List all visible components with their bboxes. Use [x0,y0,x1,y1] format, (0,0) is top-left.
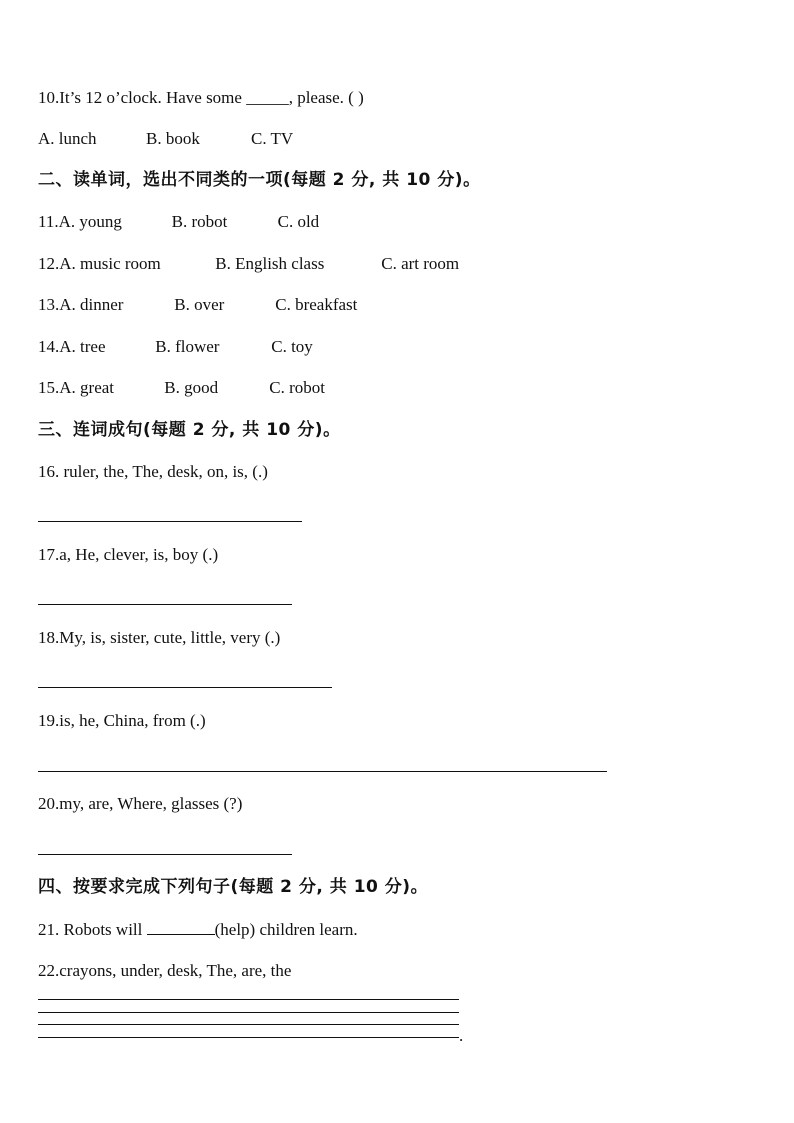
answer-line[interactable] [38,999,459,1000]
option-c[interactable]: C. TV [251,129,294,148]
question-text: a, He, clever, is, boy (.) [59,545,219,564]
answer-line[interactable] [38,1012,459,1013]
question-text: It’s 12 o’clock. Have some [59,88,247,107]
question-19 [38,711,206,731]
option-b[interactable]: B. robot [171,212,228,231]
option-a[interactable]: A. great [59,378,115,397]
question-suffix: , please. ( ) [288,88,364,107]
question-text: My, is, sister, cute, little, very (.) [59,628,281,647]
question-number: 18. [38,628,60,647]
question-text: is, he, China, from (.) [59,711,206,730]
option-b[interactable]: B. flower [155,337,220,356]
option-b[interactable]: B. over [174,295,225,314]
question-12 [38,254,459,274]
question-21 [38,919,358,940]
question-number: 12. [38,254,60,273]
answer-line[interactable] [38,687,332,688]
question-13 [38,295,357,315]
answer-line[interactable] [38,604,292,605]
question-number: 13. [38,295,60,314]
option-b[interactable]: B. good [164,378,219,397]
option-c[interactable]: C. robot [269,378,325,397]
question-text: Robots will [59,920,147,939]
answer-line[interactable] [38,521,302,522]
answer-blank[interactable] [147,919,215,935]
end-mark: . [459,1026,464,1045]
question-10 [38,88,364,108]
option-c[interactable]: C. toy [271,337,313,356]
question-number: 17. [38,545,60,564]
question-text-after: (help) children learn. [214,920,358,939]
answer-line[interactable] [38,1037,459,1038]
question-number: 15. [38,378,60,397]
question-number: 22. [38,961,60,980]
question-text: ruler, the, The, desk, on, is, (.) [59,462,268,481]
option-a[interactable]: A. lunch [38,129,97,148]
question-14 [38,337,313,357]
option-b[interactable]: B. English class [215,254,325,273]
question-number: 14. [38,337,60,356]
question-18 [38,628,280,648]
option-a[interactable]: A. young [58,212,122,231]
question-number: 11. [38,212,59,231]
question-text: my, are, Where, glasses (?) [59,794,243,813]
question-11 [38,212,319,232]
answer-blank[interactable]: _____ [246,88,289,107]
section-2-title: 二、读单词，选出不同类的一项(每题 2 分, 共 10 分)。 [38,170,481,190]
option-b[interactable]: B. book [146,129,200,148]
answer-line[interactable] [38,1024,459,1025]
question-15 [38,378,325,398]
question-number: 19. [38,711,60,730]
question-number: 16. [38,462,60,481]
question-20 [38,794,242,814]
question-17 [38,545,218,565]
option-c[interactable]: C. old [277,212,320,231]
option-c[interactable]: C. breakfast [275,295,358,314]
question-16 [38,462,268,482]
answer-line[interactable] [38,771,607,772]
question-number: 21. [38,920,60,939]
question-22 [38,961,291,981]
section-3-title: 三、连词成句(每题 2 分, 共 10 分)。 [38,420,341,440]
option-a[interactable]: A. dinner [59,295,124,314]
question-10-options [38,129,293,149]
question-number: 20. [38,794,60,813]
answer-line[interactable] [38,854,292,855]
question-number: 10. [38,88,60,107]
question-text: crayons, under, desk, The, are, the [59,961,292,980]
option-a[interactable]: A. music room [59,254,161,273]
option-c[interactable]: C. art room [381,254,460,273]
option-a[interactable]: A. tree [59,337,106,356]
section-4-title: 四、按要求完成下列句子(每题 2 分, 共 10 分)。 [38,877,429,897]
